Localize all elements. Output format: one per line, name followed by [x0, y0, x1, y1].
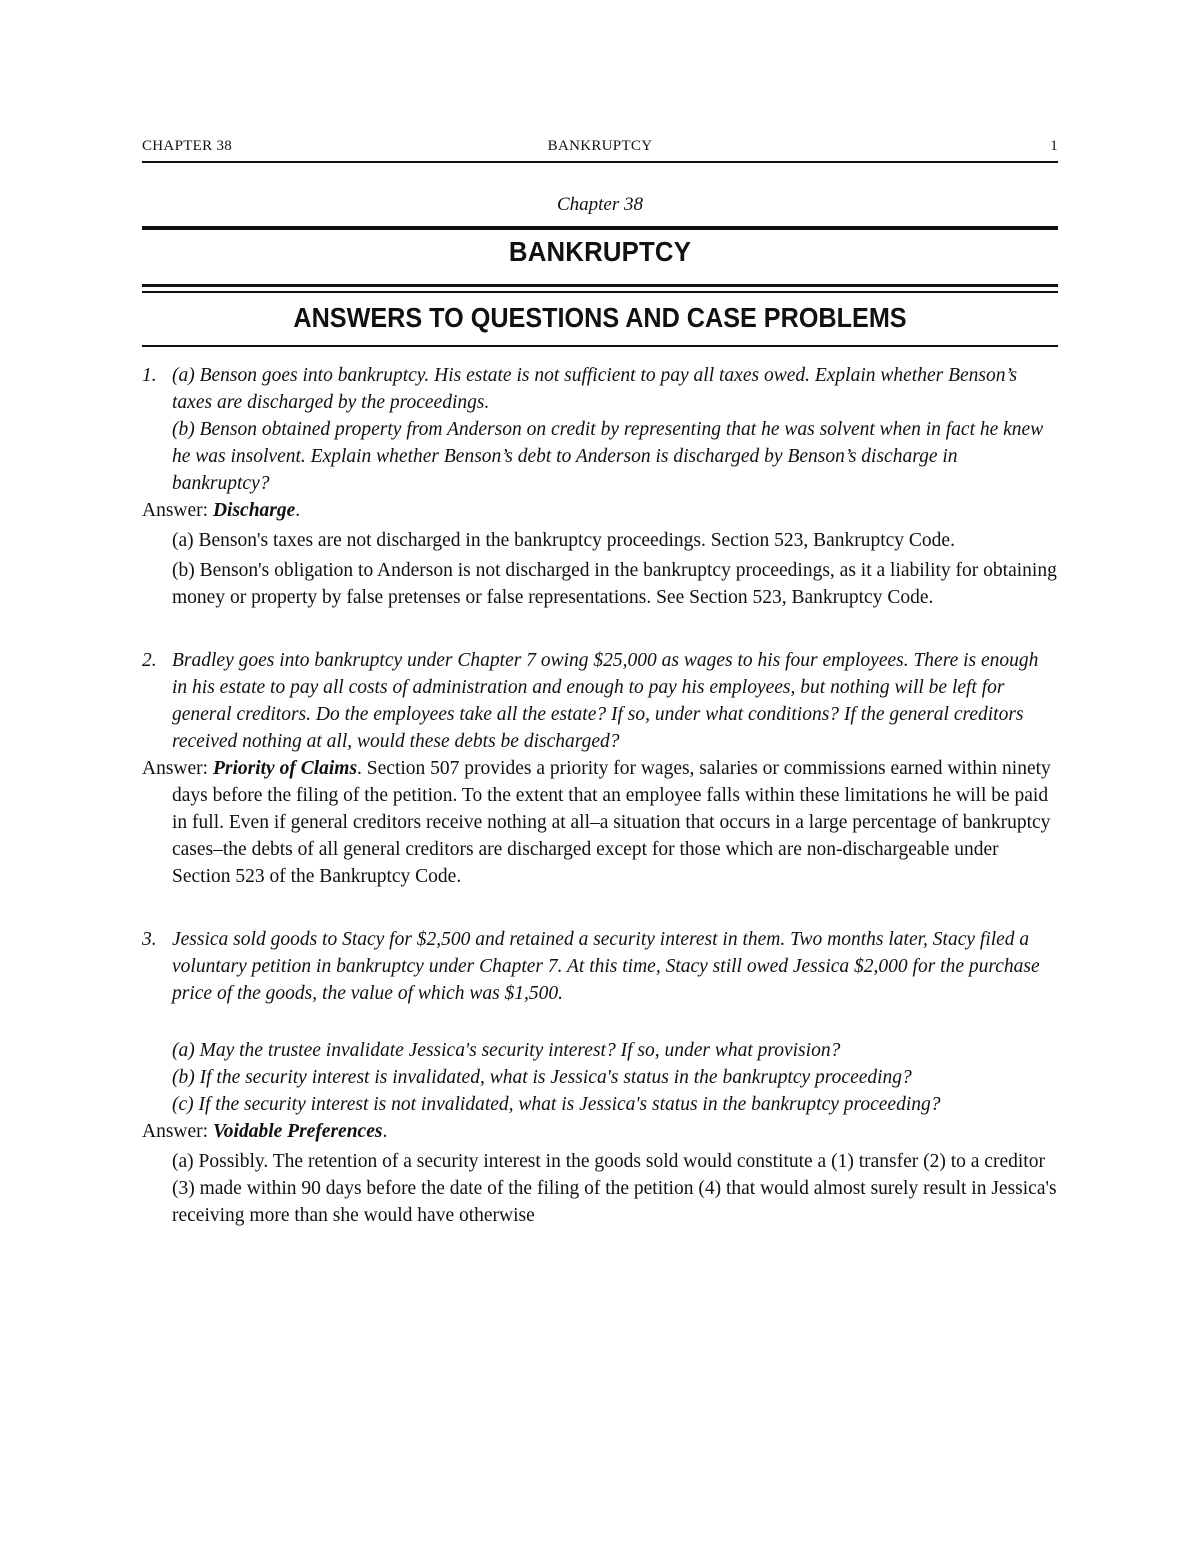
header-page-number: 1: [1050, 138, 1058, 154]
header-chapter: CHAPTER 38: [142, 138, 233, 154]
header-rule: [142, 161, 1058, 163]
question-3: [142, 926, 1058, 1229]
question-3-part-b: (b) If the security interest is invalidated, what is Jessica's status in the bankruptcy proceeding?: [172, 1067, 912, 1088]
answer-text: Section 507 provides a priority for wages, salaries or commissions earned within ninety days before the filing of the petition. To the extent that an employee falls within these limitations he will be paid in full. Even if general creditors receive nothing at all–a situation that occurs in a large percentage of bankruptcy cases–the debts of all general creditors are discharged except for those which are non-dischargeable under Section 523 of the Bankruptcy Code.: [172, 758, 1051, 887]
question-3-part-a: (a) May the trustee invalidate Jessica's security interest? If so, under what provision?: [172, 1040, 841, 1061]
section-title: ANSWERS TO QUESTIONS AND CASE PROBLEMS: [293, 302, 907, 333]
question-1-part-b: (b) Benson obtained property from Anderson on credit by representing that he was solvent when in fact he knew he was insolvent. Explain whether Benson’s debt to Anderson is discharged by Benson’s discharge in bankruptcy?: [172, 419, 1044, 494]
section-rule: [142, 345, 1058, 347]
question-1-part-a: [142, 362, 1058, 416]
question-number: 3.: [142, 929, 157, 950]
question-number: 2.: [142, 650, 157, 671]
question-3-text: [142, 926, 1058, 1007]
answer-2: Answer: Priority of Claims. Section 507 provides a priority for wages, salaries or commissions earned within ninety days before the filing of the petition. To the extent that an employee falls within these limitations he will be paid in full. Even if general creditors receive nothing at all–a situation that occurs in a large percentage of bankruptcy cases–the debts of all general creditors are discharged except for those which are non-dischargeable under Section 523 of the Bankruptcy Code.: [142, 758, 1051, 887]
question-text: (a) Benson goes into bankruptcy. His estate is not sufficient to pay all taxes owed. Explain whether Benson’s taxes are discharged by the proceedings.: [172, 365, 1018, 413]
answer-1-part-b: (b) Benson's obligation to Anderson is not discharged in the bankruptcy proceedings, as it a liability for obtaining money or property by false pretenses or false representations. See Section 523, Bankruptcy Code.: [172, 560, 1057, 608]
answer-3: Answer: Voidable Preferences.: [142, 1121, 388, 1142]
question-3-part-c: (c) If the security interest is not invalidated, what is Jessica's status in the bankruptcy proceeding?: [172, 1094, 941, 1115]
question-text: Bradley goes into bankruptcy under Chapter 7 owing $25,000 as wages to his four employees. There is enough in his estate to pay all costs of administration and enough to pay his employees, but nothing will be left for general creditors. Do the employees take all the estate? If so, under what conditions? If the general creditors received nothing at all, would these debts be discharged?: [172, 650, 1039, 752]
answer-prefix: Answer:: [142, 500, 209, 521]
question-2-text: [142, 647, 1058, 755]
header-title: BANKRUPTCY: [547, 138, 653, 154]
answer-1: Answer: Discharge.: [142, 500, 301, 521]
answer-1-part-a: (a) Benson's taxes are not discharged in the bankruptcy proceedings. Section 523, Bankruptcy Code.: [172, 530, 955, 551]
title-rule-bottom-thick: [142, 284, 1058, 287]
question-text: Jessica sold goods to Stacy for $2,500 and retained a security interest in them. Two months later, Stacy filed a voluntary petition in bankruptcy under Chapter 7. At this time, Stacy still owed Jessica $2,000 for the purchase price of the goods, the value of which was $1,500.: [172, 929, 1040, 1004]
title-rule-bottom-thin: [142, 291, 1058, 293]
answer-prefix: Answer:: [142, 1121, 209, 1142]
qa-content: [142, 362, 1058, 1229]
title-rule-top: [142, 226, 1058, 230]
question-number: 1.: [142, 365, 157, 386]
question-1: [142, 362, 1058, 611]
answer-topic: Discharge: [212, 500, 296, 521]
answer-prefix: Answer:: [142, 758, 209, 779]
answer-topic: Voidable Preferences: [212, 1121, 383, 1142]
chapter-label: Chapter 38: [556, 194, 644, 215]
answer-3-part-a: (a) Possibly. The retention of a security interest in the goods sold would constitute a (1) transfer (2) to a creditor (3) made within 90 days before the date of the filing of the petition (4) that would almost surely result in Jessica's receiving more than she would have otherwise: [172, 1151, 1057, 1226]
running-header: [142, 138, 1058, 160]
question-2: [142, 647, 1058, 890]
answer-topic: Priority of Claims: [212, 758, 358, 779]
chapter-title: BANKRUPTCY: [508, 236, 692, 267]
